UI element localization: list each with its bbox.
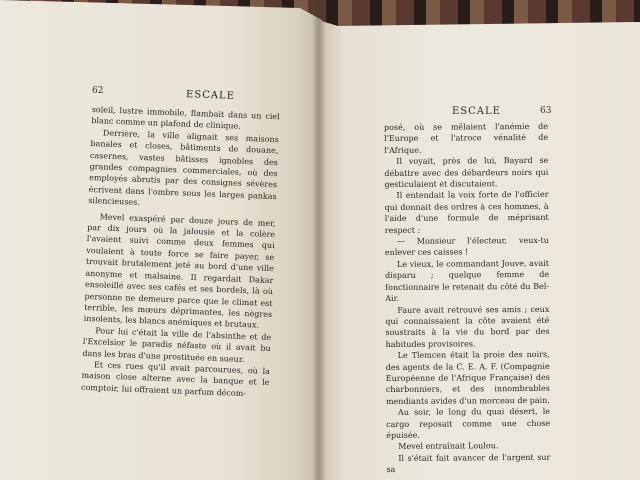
right-paragraph: posé, où se mêlaient l'anémie de l'Europe et l'atroce vénalité de l'Afrique. (384, 121, 549, 155)
right-paragraph: Faure avait retrouvé ses amis ; ceux qui connaissaient la côte avaient été soustraits à la vie du bord par des habitudes provisoires. (385, 304, 550, 349)
right-paragraph: — Monsieur l'électeur, veux-tu enlever ces caisses ! (384, 235, 549, 258)
right-page-number: 63 (540, 106, 552, 116)
right-running-head: ESCALE (452, 106, 501, 117)
right-paragraph: Il entendait la voix forte de l'officier qui donnait des ordres à ces hommes, à l'aide d'une formule de méprisant respect : (384, 190, 549, 235)
right-paragraph: Mevel entraînait Loulou. (398, 441, 499, 452)
left-page-number: 62 (92, 86, 104, 96)
left-paragraph: Derrière, la ville alignait ses maisons banales et closes, bâtiments de douane, casernes, vastes bâtisses ignobles des grandes compagnies commerciales, où des employés abrutis par des consignes sévères écrivent dans l'ombre sous les larges pankas silencieuses. (88, 128, 279, 208)
right-paragraph: Le Tlemcen était la proie des noirs, des agents de la C. E. A. F. (Compagnie Européenne de l'Afrique Française) des charbonniers, et des innombrables mendiants avides d'un morceau de pain. (385, 349, 550, 406)
left-paragraph: Pour lui c'était la ville de l'absinthe et de l'Excelsior le paradis néfaste où il avait bu dans les bras d'une prostituée en sueur. (82, 326, 272, 364)
right-paragraph: Au soir, le long du quai désert, le cargo reposait comme une chose épuisée. (386, 407, 551, 440)
book-gutter (312, 0, 326, 480)
left-page-text (81, 104, 280, 400)
right-paragraph: Le vieux, le commandant Jouve, avait disparu ; quelque femme de fonctionnaire le retenait du côté du Bel-Air. (385, 258, 550, 304)
left-paragraph: Et ces rues qu'il avait parcourues, où la maison close alterne avec la banque et le comptoir, lui offraient un parfum décom- (80, 360, 271, 398)
left-paragraph: soleil, lustre immobile, flambait dans un ciel blanc comme un plafond de clinique. (91, 104, 280, 132)
right-paragraph: Il s'était fait avancer de l'argent sur sa (386, 452, 551, 475)
right-page-text (384, 121, 550, 476)
right-paragraph: Il voyait, près de lui, Bayard se débattre avec des débardeurs noirs qui gesticulaient et discutaient. (384, 156, 549, 190)
left-running-head: ESCALE (185, 89, 236, 102)
left-paragraph: Mevel exaspéré par douze jours de mer, par dix jours où la jalousie et la colère l'avaient suivi comme deux femmes qui voulaient à toute force se faire payer, se trouvait brutalement jeté au bord d'une ville anonyme et malsaine. Il regardait Dakar ensoleillé avec ses cafés et ses bordels, là où personne ne demeure parce que le climat est terrible, les mœurs déprimantes, les nègres insolents, les blancs anémiques et brutaux. (83, 212, 276, 330)
